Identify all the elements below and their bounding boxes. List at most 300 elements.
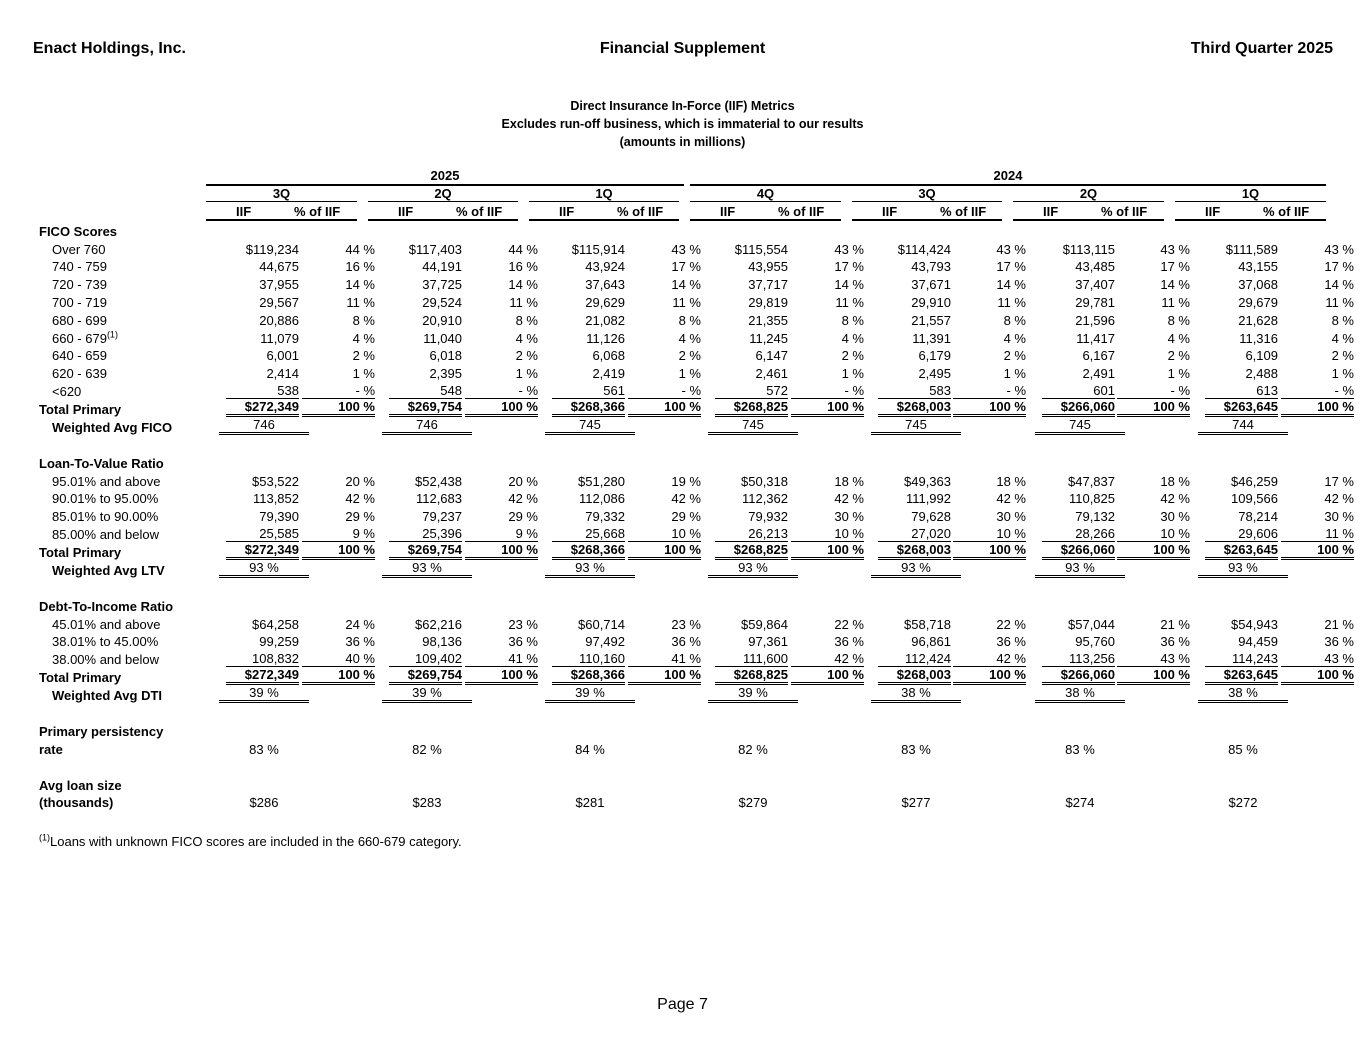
empty-cell <box>1190 703 1278 721</box>
table-row <box>39 614 1354 632</box>
cell-text: 42 % <box>953 652 1026 667</box>
cell-text: 113,852 <box>252 491 299 507</box>
cell-text: 93 % <box>871 560 961 578</box>
iif-value <box>864 274 951 292</box>
iif-value <box>701 649 788 667</box>
iif-value <box>375 310 462 328</box>
pct-value <box>1115 632 1190 650</box>
quarter-underline <box>206 201 357 202</box>
cell-text: 27,020 <box>878 527 951 542</box>
empty-cell <box>625 775 701 793</box>
cell-text: 112,086 <box>578 491 625 507</box>
empty-cell <box>1278 703 1354 721</box>
row-label <box>39 614 219 632</box>
empty-cell <box>625 560 701 578</box>
empty-cell <box>1115 721 1190 739</box>
empty-cell <box>1115 703 1190 721</box>
empty-cell <box>951 435 1026 453</box>
cell-text: 9 % <box>302 527 375 542</box>
cell-text: 100 % <box>302 543 375 560</box>
cell-text: 6,147 <box>755 348 788 364</box>
row-label <box>39 381 219 399</box>
cell-text: 79,237 <box>422 509 462 525</box>
iif-column-header: IIF <box>1205 204 1221 219</box>
empty-cell <box>1115 596 1190 614</box>
iif-value <box>219 346 299 364</box>
iif-value <box>538 614 625 632</box>
cell-text: 746 <box>219 417 309 435</box>
empty-cell <box>625 578 701 596</box>
empty-cell <box>788 685 864 703</box>
row-label <box>39 239 219 257</box>
quarter-header: 3Q <box>272 186 291 201</box>
cell-text: 85 % <box>1228 741 1258 757</box>
pct-value <box>788 346 864 364</box>
cell-text: 1 % <box>1167 366 1190 382</box>
pct-value <box>788 542 864 560</box>
iif-value <box>538 274 625 292</box>
cell-text: 14 % <box>1160 277 1190 293</box>
year-header-2024: 2024 <box>993 168 1023 183</box>
cell-text: 36 % <box>1324 634 1354 650</box>
cell-text: $268,003 <box>878 543 951 560</box>
cell-text: 20,886 <box>259 312 299 328</box>
cell-text: 29,910 <box>911 294 951 310</box>
row-label <box>39 524 219 542</box>
iif-value <box>538 239 625 257</box>
cell-text: 42 % <box>345 491 375 507</box>
pct-column-header: % of IIF <box>1263 204 1310 219</box>
pct-value <box>1278 524 1354 542</box>
empty-cell <box>1026 435 1115 453</box>
cell-text: 44 % <box>345 241 375 257</box>
cell-text: 1 % <box>1003 366 1026 382</box>
cell-text: 110,160 <box>552 652 625 667</box>
pct-value <box>299 471 375 489</box>
empty-cell <box>701 703 788 721</box>
pct-value <box>462 542 538 560</box>
empty-cell <box>1190 775 1278 793</box>
pct-value <box>299 489 375 507</box>
empty-cell <box>701 757 788 775</box>
cell-text: 42 % <box>834 491 864 507</box>
cell-text: $49,363 <box>904 473 951 489</box>
pct-column-header: % of IIF <box>1101 204 1148 219</box>
pct-value <box>625 274 701 292</box>
cell-text: 111,600 <box>715 652 788 667</box>
pct-value <box>1278 292 1354 310</box>
iif-value <box>538 399 625 417</box>
empty-cell <box>1190 435 1278 453</box>
summary-value <box>701 417 788 435</box>
cell-text: 82 % <box>412 741 442 757</box>
summary-value <box>219 739 299 757</box>
empty-cell <box>1115 435 1190 453</box>
cell-text: - % <box>628 384 701 399</box>
row-label-text: Over 760 <box>52 241 106 257</box>
cell-text: $266,060 <box>1042 400 1115 417</box>
iif-value <box>701 524 788 542</box>
cell-text: 21,596 <box>1075 312 1115 328</box>
summary-value <box>375 560 462 578</box>
iif-value <box>1026 292 1115 310</box>
cell-text: 23 % <box>508 616 538 632</box>
cell-text: 16 % <box>345 259 375 275</box>
cell-text: $277 <box>901 795 931 811</box>
empty-cell <box>1115 560 1190 578</box>
iif-value <box>538 471 625 489</box>
iif-value <box>1190 381 1278 399</box>
empty-cell <box>375 703 462 721</box>
weighted-avg-label-text: Weighted Avg LTV <box>52 562 165 578</box>
cell-text: 11 % <box>835 294 864 310</box>
cell-text: 39 % <box>708 685 798 703</box>
footnote-ref: (1) <box>106 329 118 340</box>
iif-value <box>864 489 951 507</box>
pct-value <box>1115 506 1190 524</box>
cell-text: 2,414 <box>266 366 299 382</box>
empty-cell <box>625 703 701 721</box>
pct-value <box>462 328 538 346</box>
cell-text: 2,461 <box>755 366 788 382</box>
cell-text: 100 % <box>465 400 538 417</box>
cell-text: 14 % <box>508 277 538 293</box>
pct-value <box>1278 381 1354 399</box>
pct-value <box>1278 471 1354 489</box>
iif-value <box>1026 346 1115 364</box>
iif-value <box>864 614 951 632</box>
cell-text: 109,566 <box>1231 491 1278 507</box>
cell-text: 36 % <box>508 634 538 650</box>
iif-column-header: IIF <box>1043 204 1059 219</box>
iif-value <box>864 257 951 275</box>
empty-cell <box>1278 417 1354 435</box>
cell-text: $47,837 <box>1068 473 1115 489</box>
row-label-text: 720 - 739 <box>52 277 107 293</box>
summary-value <box>538 560 625 578</box>
iif-value <box>538 381 625 399</box>
row-label-text: 90.01% to 95.00% <box>52 491 159 507</box>
empty-cell <box>299 739 375 757</box>
cell-text: 6,179 <box>918 348 951 364</box>
table-row <box>39 739 1354 757</box>
pct-value <box>462 239 538 257</box>
cell-text: 8 % <box>841 312 864 328</box>
cell-text: 11,316 <box>1239 330 1278 346</box>
pct-value <box>625 292 701 310</box>
cell-text: 538 <box>226 384 299 399</box>
pct-value <box>1278 346 1354 364</box>
empty-cell <box>462 685 538 703</box>
cell-text: $111,589 <box>1225 241 1278 257</box>
iif-value <box>864 292 951 310</box>
cell-text: 10 % <box>953 527 1026 542</box>
iif-value <box>219 489 299 507</box>
weighted-avg-label-text: Weighted Avg DTI <box>52 688 163 704</box>
cell-text: 44,191 <box>422 259 462 275</box>
table-row <box>39 560 1354 578</box>
pct-value <box>625 381 701 399</box>
iif-value <box>375 257 462 275</box>
section-heading <box>39 596 219 614</box>
cell-text: 14 % <box>996 277 1026 293</box>
empty-cell <box>864 453 951 471</box>
iif-value <box>538 524 625 542</box>
cell-text: 21,355 <box>748 312 788 328</box>
table-row <box>39 775 1354 793</box>
pct-value <box>625 667 701 685</box>
pct-value <box>625 632 701 650</box>
empty-cell <box>299 417 375 435</box>
cell-text: 110,825 <box>1068 491 1115 507</box>
iif-value <box>375 399 462 417</box>
cell-text: $279 <box>738 795 768 811</box>
empty-cell <box>375 578 462 596</box>
total-label <box>39 399 219 417</box>
cell-text: 28,266 <box>1042 527 1115 542</box>
cell-text: 29 % <box>508 509 538 525</box>
cell-text: 93 % <box>545 560 635 578</box>
cell-text: 42 % <box>508 491 538 507</box>
cell-text: 25,668 <box>552 527 625 542</box>
iif-value <box>701 274 788 292</box>
summary-value <box>375 417 462 435</box>
cell-text: 11 % <box>997 294 1026 310</box>
pct-value <box>1115 649 1190 667</box>
pct-value <box>462 274 538 292</box>
pct-value <box>951 471 1026 489</box>
row-label-text: <620 <box>52 383 82 399</box>
cell-text: 113,256 <box>1042 652 1115 667</box>
cell-text: 19 % <box>671 473 701 489</box>
empty-cell <box>219 435 299 453</box>
cell-text: $272 <box>1228 795 1258 811</box>
pct-value <box>299 363 375 381</box>
iif-value <box>1026 274 1115 292</box>
table-row <box>39 506 1354 524</box>
cell-text: 37,407 <box>1075 277 1115 293</box>
iif-column-header: IIF <box>398 204 414 219</box>
table-title-line2: Excludes run-off business, which is immaterial to our results <box>501 117 864 131</box>
cell-text: 43,924 <box>585 259 625 275</box>
pct-value <box>788 506 864 524</box>
pct-value <box>625 363 701 381</box>
pct-value <box>1115 363 1190 381</box>
cell-text: 18 % <box>834 473 864 489</box>
iif-value <box>538 363 625 381</box>
cell-text: 745 <box>708 417 798 435</box>
iif-value <box>219 471 299 489</box>
cell-text: 94,459 <box>1238 634 1278 650</box>
iif-column-header: IIF <box>559 204 575 219</box>
summary-value <box>375 739 462 757</box>
iif-value <box>1026 632 1115 650</box>
cell-text: 43 % <box>1324 241 1354 257</box>
pct-value <box>788 310 864 328</box>
cell-text: 14 % <box>834 277 864 293</box>
cell-text: 9 % <box>465 527 538 542</box>
loan-size-label <box>39 775 219 793</box>
cell-text: $272,349 <box>226 668 299 685</box>
iif-value <box>1026 489 1115 507</box>
summary-value <box>1190 560 1278 578</box>
empty-cell <box>219 757 299 775</box>
empty-cell <box>538 721 625 739</box>
cell-text: 11 % <box>1281 527 1354 542</box>
cell-text: 2,488 <box>1245 366 1278 382</box>
empty-cell <box>1026 578 1115 596</box>
cell-text: 6,109 <box>1245 348 1278 364</box>
cell-text: 29 % <box>345 509 375 525</box>
quarter-underline <box>368 201 518 202</box>
pct-value <box>625 506 701 524</box>
cell-text: - % <box>302 384 375 399</box>
pct-value <box>1278 399 1354 417</box>
cell-text: 84 % <box>575 741 605 757</box>
cell-text: 100 % <box>953 400 1026 417</box>
quarter-header: 1Q <box>595 186 613 201</box>
summary-value <box>1026 685 1115 703</box>
empty-cell <box>864 757 951 775</box>
empty-cell <box>299 703 375 721</box>
pct-value <box>1278 274 1354 292</box>
empty-cell <box>462 703 538 721</box>
cell-text: 37,643 <box>585 277 625 293</box>
empty-cell <box>951 417 1026 435</box>
iif-value <box>538 542 625 560</box>
iif-value <box>701 363 788 381</box>
cell-text: 11,126 <box>586 330 625 346</box>
cell-text: 21 % <box>1160 616 1190 632</box>
cell-text: 18 % <box>1160 473 1190 489</box>
empty-cell <box>1115 453 1190 471</box>
iif-value <box>375 346 462 364</box>
iif-value <box>864 363 951 381</box>
section-heading-text: Debt-To-Income Ratio <box>39 598 174 614</box>
cell-text: 17 % <box>671 259 701 275</box>
empty-cell <box>951 703 1026 721</box>
cell-text: 30 % <box>996 509 1026 525</box>
cell-text: 6,001 <box>266 348 299 364</box>
cell-text: 42 % <box>791 652 864 667</box>
empty-cell <box>701 578 788 596</box>
cell-text: 6,068 <box>592 348 625 364</box>
empty-cell <box>299 775 375 793</box>
cell-text: 11 % <box>509 294 538 310</box>
cell-text: 30 % <box>1324 509 1354 525</box>
iif-value <box>538 489 625 507</box>
cell-text: 11 % <box>1325 294 1354 310</box>
pct-value <box>1115 257 1190 275</box>
pct-value <box>788 381 864 399</box>
cell-text: 44,675 <box>259 259 299 275</box>
pct-column-header: % of IIF <box>294 204 341 219</box>
cell-text: 2 % <box>1331 348 1354 364</box>
pct-value <box>299 310 375 328</box>
empty-cell <box>299 560 375 578</box>
summary-value <box>375 793 462 811</box>
cell-text: 43 % <box>1160 241 1190 257</box>
empty-cell <box>462 721 538 739</box>
cell-text: $115,914 <box>571 241 625 257</box>
row-label-text: 45.01% and above <box>52 616 161 632</box>
pct-value <box>788 328 864 346</box>
cell-text: $283 <box>412 795 442 811</box>
empty-cell <box>625 596 701 614</box>
summary-value <box>864 685 951 703</box>
iif-value <box>1190 239 1278 257</box>
iif-value <box>1026 363 1115 381</box>
pct-value <box>788 363 864 381</box>
cell-text: 17 % <box>1324 259 1354 275</box>
cell-text: 100 % <box>465 543 538 560</box>
iif-column-header: IIF <box>720 204 736 219</box>
cell-text: 2,491 <box>1082 366 1115 382</box>
cell-text: $268,003 <box>878 668 951 685</box>
row-label-text: 85.00% and below <box>52 526 159 542</box>
pct-value <box>788 292 864 310</box>
cell-text: 8 % <box>352 312 375 328</box>
cell-text: 100 % <box>791 668 864 685</box>
empty-cell <box>462 578 538 596</box>
cell-text: 100 % <box>1281 668 1354 685</box>
empty-cell <box>538 453 625 471</box>
iif-column-header: IIF <box>236 204 252 219</box>
table-row <box>39 221 1354 239</box>
iif-value <box>701 292 788 310</box>
empty-cell <box>625 739 701 757</box>
cell-text: - % <box>1281 384 1354 399</box>
cell-text: 99,259 <box>259 634 299 650</box>
cell-text: 583 <box>878 384 951 399</box>
cell-text: 6,167 <box>1082 348 1115 364</box>
iif-value <box>701 542 788 560</box>
row-label-text: 38.00% and below <box>52 652 159 668</box>
cell-text: 572 <box>715 384 788 399</box>
cell-text: 2 % <box>1003 348 1026 364</box>
cell-text: 23 % <box>671 616 701 632</box>
pct-value <box>625 471 701 489</box>
iif-value <box>375 239 462 257</box>
row-label <box>39 310 219 328</box>
table-row <box>39 578 1354 596</box>
empty-cell <box>219 453 299 471</box>
pct-value <box>299 257 375 275</box>
cell-text: $263,645 <box>1205 400 1278 417</box>
empty-cell <box>625 221 701 239</box>
summary-value <box>864 417 951 435</box>
table-row <box>39 471 1354 489</box>
pct-value <box>951 346 1026 364</box>
loan-size-label-2-text: (thousands) <box>39 795 114 811</box>
cell-text: 42 % <box>996 491 1026 507</box>
table-row <box>39 667 1354 685</box>
iif-value <box>219 614 299 632</box>
cell-text: 14 % <box>345 277 375 293</box>
cell-text: $114,424 <box>897 241 951 257</box>
cell-text: 38 % <box>1198 685 1288 703</box>
cell-text: 2,495 <box>918 366 951 382</box>
empty-cell <box>462 757 538 775</box>
empty-cell <box>462 775 538 793</box>
iif-value <box>219 667 299 685</box>
empty-cell <box>1190 721 1278 739</box>
cell-text: 20 % <box>508 473 538 489</box>
cell-text: 44 % <box>508 241 538 257</box>
pct-value <box>951 399 1026 417</box>
iif-value <box>701 257 788 275</box>
cell-text: 4 % <box>1003 330 1026 346</box>
